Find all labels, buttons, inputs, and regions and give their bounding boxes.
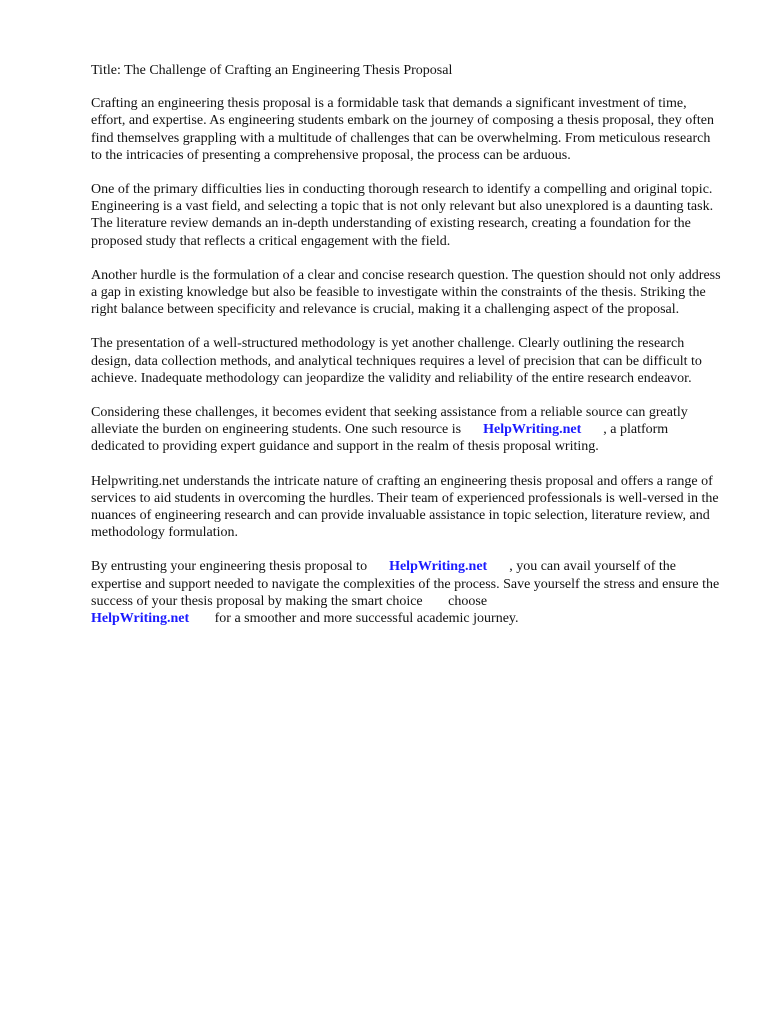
document-title: Title: The Challenge of Crafting an Engineering Thesis Proposal (91, 63, 453, 78)
paragraph-methodology: The presentation of a well-structured methodology is yet another challenge. Clearly outlining the research design, data collection methods, and analytical techniques requires a level of precision that can be difficult to achieve. Inadequate methodology can jeopardize the validity and reliability of the entire research endeavor. (91, 336, 702, 386)
paragraph-conclusion-choose: choose (448, 593, 488, 609)
paragraph-conclusion-text-start: By entrusting your engineering thesis proposal to (91, 559, 368, 575)
helpwriting-link[interactable]: HelpWriting.net (483, 422, 582, 438)
helpwriting-link[interactable]: HelpWriting.net (91, 611, 190, 627)
paragraph-services: Helpwriting.net understands the intricate nature of crafting an engineering thesis proposal and offers a range of services to aid students in overcoming the hurdles. Their team of experienced professionals is well-versed in the nuances of engineering research and can provide invaluable assistance in topic selection, literature review, and methodology formulation. (91, 473, 719, 541)
paragraph-assistance-text-end: , a platform dedicated to providing expert guidance and support in the realm of thesis proposal writing. (91, 422, 669, 455)
helpwriting-link[interactable]: HelpWriting.net (389, 559, 488, 575)
paragraph-conclusion (91, 558, 721, 627)
paragraph-research-difficulties: One of the primary difficulties lies in conducting thorough research to identify a compelling and original topic. Engineering is a vast field, and selecting a topic that is not only relevant but also unexplored is a daunting task. The literature review demands an in-depth understanding of existing research, creating a foundation for the proposed study that reflects a critical engagement with the field. (91, 182, 714, 249)
paragraph-research-question: Another hurdle is the formulation of a clear and concise research question. The question should not only address a gap in existing knowledge but also be feasible to investigate within the constraints of the thesis. Striking the right balance between specificity and relevance is crucial, making it a challenging aspect of the proposal. (91, 267, 721, 318)
paragraph-assistance-text-start: Considering these challenges, it becomes evident that seeking assistance from a reliable source can greatly alleviate the burden on engineering students. One such resource is (91, 405, 688, 438)
paragraph-assistance (91, 404, 721, 456)
paragraph-intro: Crafting an engineering thesis proposal is a formidable task that demands a significant investment of time, effort, and expertise. As engineering students embark on the journey of composing a thesis proposal, they often find themselves grappling with a multitude of challenges that can be overwhelming. From meticulous research to the intricacies of presenting a comprehensive proposal, the process can be arduous. (91, 96, 714, 163)
document-page (91, 62, 721, 644)
paragraph-conclusion-text-middle: , you can avail yourself of the expertise and support needed to navigate the complexities of the process. Save yourself the stress and ensure the success of your thesis proposal by making the smart choice (91, 559, 720, 609)
paragraph-conclusion-text-end: for a smoother and more successful academic journey. (214, 611, 519, 627)
